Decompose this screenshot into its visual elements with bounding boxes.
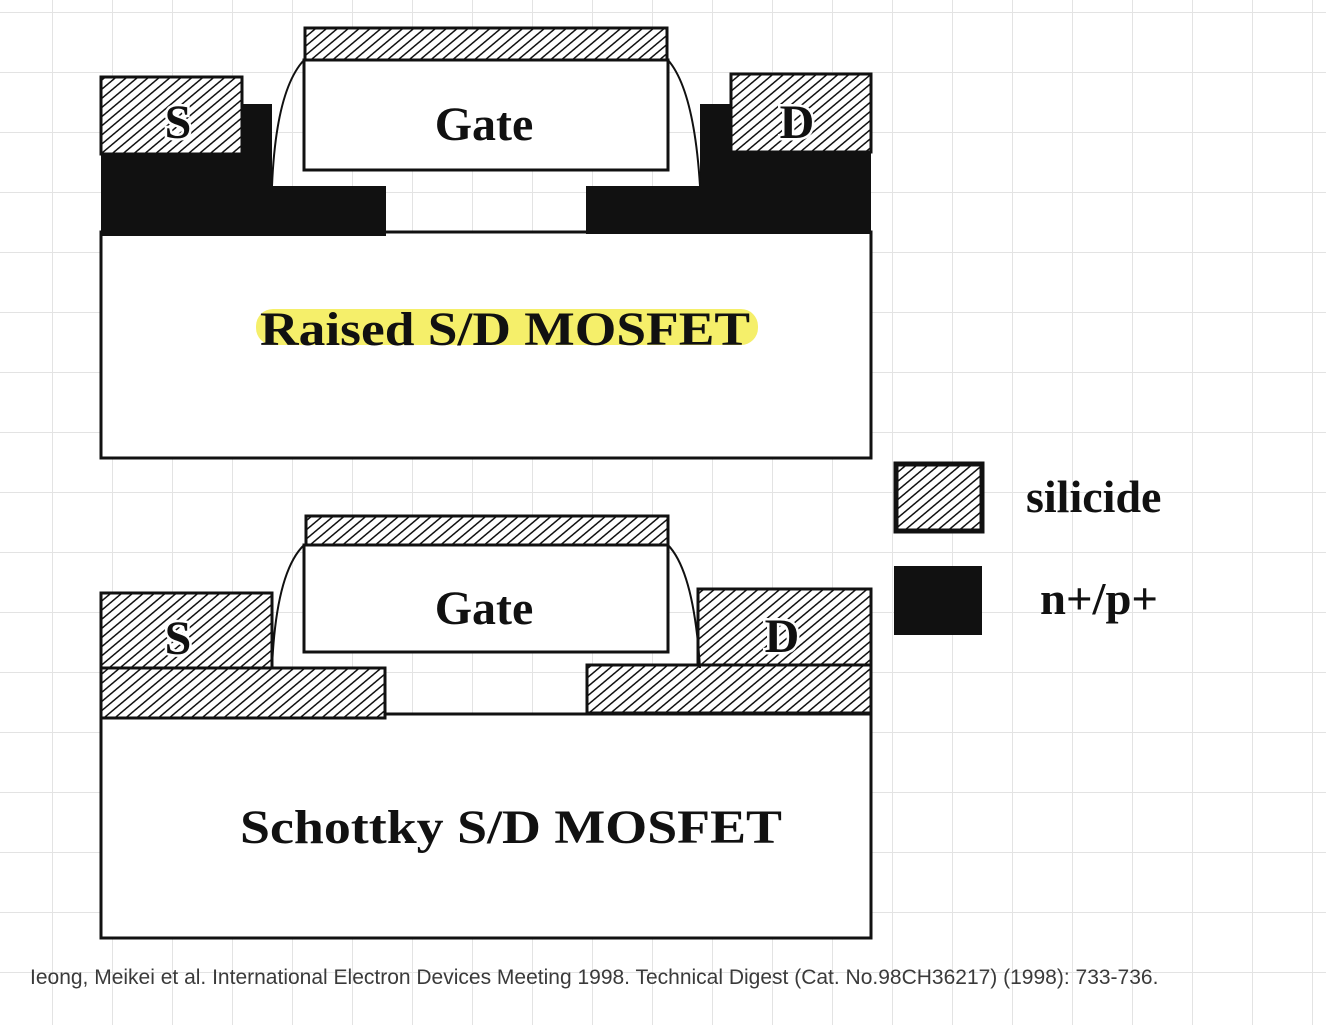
legend-silicide-label: silicide — [1026, 471, 1162, 522]
bottom-drain-silicide-lower — [587, 665, 871, 713]
bottom-source-silicide-lower — [101, 668, 385, 718]
bottom-gate-silicide — [306, 516, 668, 546]
bottom-drain-label: D — [764, 610, 800, 663]
top-gate-silicide — [305, 28, 667, 60]
bottom-gate-label: Gate — [434, 582, 534, 635]
citation: Ieong, Meikei et al. International Electron Devices Meeting 1998. Technical Digest (Cat. No.98CH36217) (1998): 733-736. — [30, 966, 1159, 989]
bottom-device-title: Schottky S/D MOSFET — [240, 801, 782, 854]
schottky-sd-mosfet — [101, 516, 871, 938]
top-source-label: S — [164, 96, 192, 149]
raised-sd-mosfet — [101, 28, 871, 458]
top-drain-label: D — [779, 96, 815, 149]
legend — [894, 464, 1161, 635]
top-device-title: Raised S/D MOSFET — [260, 303, 750, 356]
top-gate-label: Gate — [434, 98, 534, 151]
legend-doped-swatch — [894, 566, 982, 635]
legend-doped-label: n+/p+ — [1040, 573, 1158, 624]
bottom-source-label: S — [164, 612, 192, 665]
legend-silicide-swatch — [896, 464, 982, 531]
